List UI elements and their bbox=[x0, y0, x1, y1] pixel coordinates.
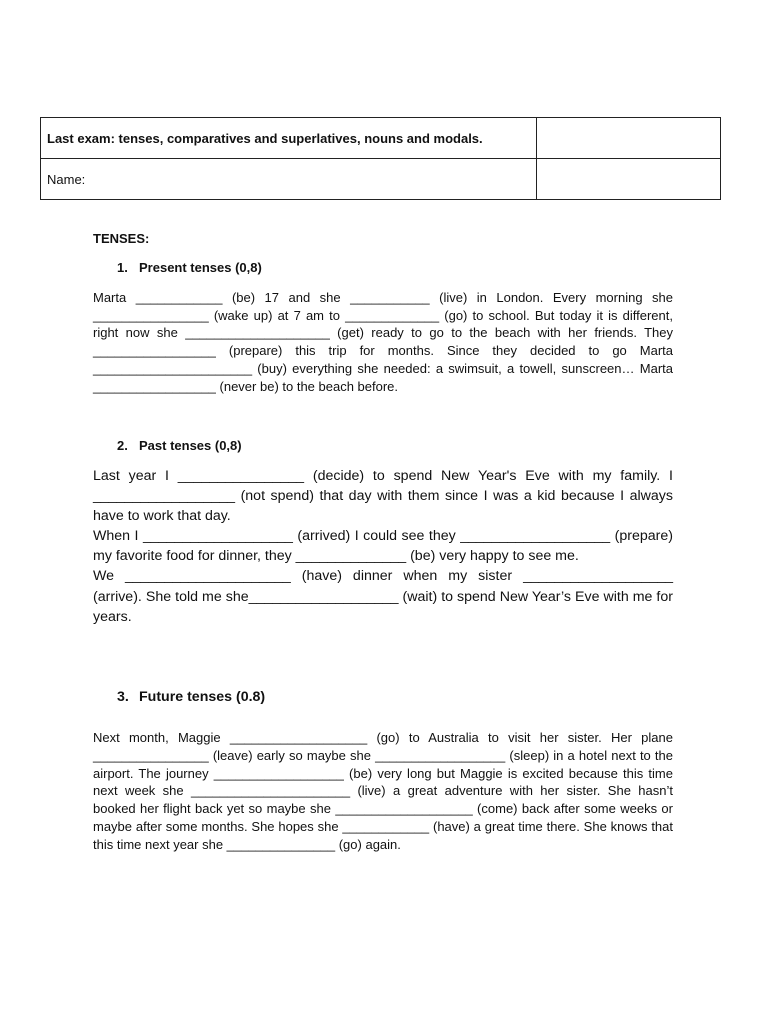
exercise-number: 2. bbox=[117, 438, 128, 453]
exercise-title: Present tenses (0,8) bbox=[139, 260, 262, 275]
header-row-name bbox=[41, 159, 721, 200]
section-heading: TENSES: bbox=[93, 231, 150, 246]
exercise-text-present bbox=[93, 289, 673, 395]
exercise-heading-past bbox=[117, 438, 242, 453]
score-box bbox=[537, 159, 721, 200]
exercise-paragraph: Last year I ________________ (decide) to spend New Year's Eve with my family. I __________________ (not spend) that day with them since I was a kid because I always have to work that day. bbox=[93, 468, 673, 525]
exercise-text-future bbox=[93, 729, 673, 854]
header-row-title bbox=[41, 118, 721, 159]
exercise-paragraph: Marta ____________ (be) 17 and she ___________ (live) in London. Every morning she ________________ (wake up) at 7 am to _____________ (go) to school. But today it is different, right now she ____________________ (get) ready to go to the beach with her friends. They _________________ (prepare) this trip for months. Since they decided to go Marta ______________________ (buy) everything she needed: a swimsuit, a towell, sunscreen… Marta _________________ (never be) to the beach before. bbox=[93, 290, 673, 394]
exam-title: Last exam: tenses, comparatives and superlatives, nouns and modals. bbox=[41, 118, 537, 159]
exercise-paragraph: Next month, Maggie ___________________ (go) to Australia to visit her sister. Her plane ________________ (leave) early so maybe she __________________ (sleep) in a hotel next to the airport. The journey __________________ (be) very long but Maggie is excited because this time next week she ______________________ (live) a great adventure with her sister. She hasn’t booked her flight back yet so maybe she ___________________ (come) back after some weeks or maybe after some months. She hopes she ____________ (have) a great time there. She knows that this time next year she _______________ (go) again. bbox=[93, 730, 673, 852]
exercise-text-past bbox=[93, 466, 673, 627]
exercise-number: 3. bbox=[117, 689, 129, 705]
exercise-title: Past tenses (0,8) bbox=[139, 438, 242, 453]
exercise-heading-future bbox=[117, 689, 265, 705]
exercise-heading-present bbox=[117, 260, 262, 275]
exercise-number: 1. bbox=[117, 260, 128, 275]
grade-box bbox=[537, 118, 721, 159]
exam-header-table bbox=[40, 117, 721, 200]
name-label: Name: bbox=[41, 159, 537, 200]
exercise-paragraph: When I ___________________ (arrived) I could see they ___________________ (prepare) my favorite food for dinner, they ______________ (be) very happy to see me. bbox=[93, 528, 673, 565]
exercise-title: Future tenses (0.8) bbox=[139, 689, 266, 705]
exercise-paragraph: We _____________________ (have) dinner when my sister ___________________ (arrive). She told me she___________________ (wait) to spend New Year’s Eve with me for years. bbox=[93, 568, 673, 625]
